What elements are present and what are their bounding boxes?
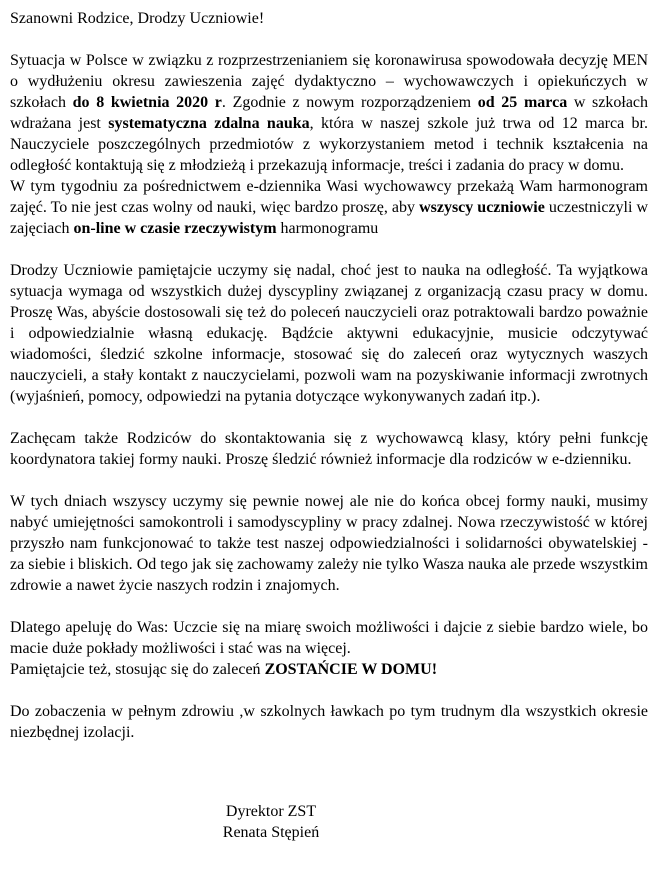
greeting: Szanowni Rodzice, Drodzy Uczniowie! [10, 10, 265, 27]
paragraph-situation: Sytuacja w Polsce w związku z rozprzestrzenianiem się koronawirusa spowodowała decyzję MEN o wydłużeniu okresu zawieszenia zajęć dydaktyczno – wychowawczych i opiekuńczych w szkołach do 8 kwietnia 2020 r. Zgodnie z nowym rozporządzeniem od 25 marca w szkołach wdrażana jest systematyczna zdalna nauka, która w naszej szkole już trwa od 12 marca br. Nauczyciele poszczególnych przedmiotów z wykorzystaniem metod i technik kształcenia na odległość kontaktują się z młodzieżą i przekazują informacje, treści i zadania do pracy w domu. [10, 52, 649, 174]
paragraph-new-reality: W tych dniach wszyscy uczymy się pewnie nowej ale nie do końca obcej formy nauki, musimy nabyć umiejętności samokontroli i samodyscypliny w pracy zdalnej. Nowa rzeczywistość w której przyszło nam funkcjonować to także test naszej odpowiedzialności i solidarności obywatelskiej - za siebie i bliskich. Od tego jak się zachowamy zależy nie tylko Wasza nauka ale przede wszystkim zdrowie a nawet życie naszych rodzin i znajomych. [10, 493, 648, 594]
signature-title: Dyrektor ZST [225, 803, 317, 820]
signature-name: Renata Stępień [222, 824, 320, 841]
paragraph-appeal: Dlatego apeluję do Was: Uczcie się na miarę swoich możliwości i dajcie z siebie bardzo wiele, bo macie duże pokłady możliwości i stać was na więcej. [10, 619, 648, 657]
signature-block [10, 801, 532, 843]
paragraph-parents: Zachęcam także Rodziców do skontaktowania się z wychowawcą klasy, który pełni funkcję koordynatora takiej formy nauki. Proszę śledzić również informacje dla rodziców w e-dzienniku. [10, 430, 648, 468]
paragraph-farewell: Do zobaczenia w pełnym zdrowiu ,w szkolnych ławkach po tym trudnym dla wszystkich okresie niezbędnej izolacji. [10, 703, 648, 741]
paragraph-stay-home: Pamiętajcie też, stosując się do zaleceń ZOSTAŃCIE W DOMU! [10, 661, 438, 678]
paragraph-schedule: W tym tygodniu za pośrednictwem e-dziennika Wasi wychowawcy przekażą Wam harmonogram zajęć. To nie jest czas wolny od nauki, więc bardzo proszę, aby wszyscy uczniowie uczestniczyli w zajęciach on-line w czasie rzeczywistym harmonogramu [10, 178, 648, 237]
paragraph-students: Drodzy Uczniowie pamiętajcie uczymy się nadal, choć jest to nauka na odległość. Ta wyjątkowa sytuacja wymaga od wszystkich dużej dyscypliny związanej z organizacją czasu pracy w domu. Proszę Was, abyście dostosowali się też do poleceń nauczycieli oraz potraktowali bardzo poważnie i odpowiedzialnie własną edukację. Bądźcie aktywni edukacyjnie, musicie odczytywać wiadomości, śledzić szkolne informacje, stosować się do zaleceń oraz wytycznych waszych nauczycieli, a stały kontakt z nauczycielami, pozwoli wam na pozyskiwanie informacji zwrotnych (wyjaśnień, pomocy, odpowiedzi na pytania dotyczące wykonywanych zadań itp.). [10, 262, 648, 405]
